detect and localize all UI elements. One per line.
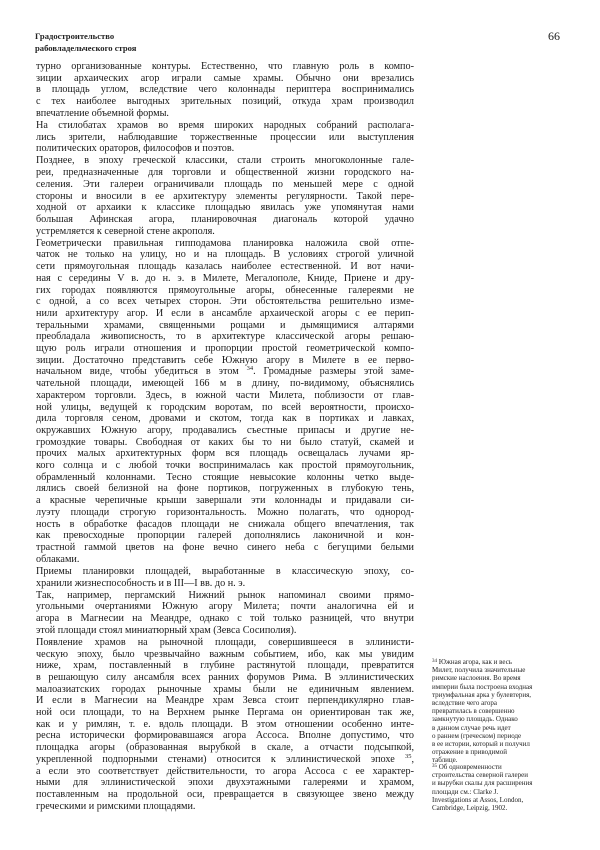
text-line: прочих малых архитектурных форм вся площадь освещалась лучами яр- xyxy=(36,448,414,460)
text-line: площадка агоры (образованная вырубкой в скале, а отчасти подсыпкой, xyxy=(36,742,414,754)
text-line: впечатление объемной формы. xyxy=(36,107,169,119)
text-line: дила торговля сеном, дровами и скотом, тогда как в портиках и лавках, xyxy=(36,413,414,425)
paragraph xyxy=(36,61,414,120)
footnote-line: Investigations at Assos, London, xyxy=(432,795,524,804)
text-line: нили архитектуру агор. И если в ансамбле архаической агоры с ее перип- xyxy=(36,307,414,319)
text-line: агора в Магнесии на Меандре, однако с той только разницей, что внутри xyxy=(36,613,414,624)
text-line: селения. Эти галереи ограничивали площадь по меньшей мере с одной xyxy=(36,178,414,190)
text-line: как превосходные пропорции галерей дополнялись лаконичной и кон- xyxy=(36,530,414,542)
text-line: ресна исторически формировавшаяся агора Ассоса. Вполне допустимо, что xyxy=(36,730,414,742)
text-line: облаками. xyxy=(36,553,80,565)
text-line: ными для эллинистической эпохи двухэтажными галереями и храмом, xyxy=(36,777,414,789)
text-line: чаток не только на улицу, но и на площадь. В условиях строгой уличной xyxy=(36,249,414,261)
text-line: Позднее, в эпоху греческой классики, стали строить многоколонные гале- xyxy=(36,155,414,167)
footnote-ref: 34 xyxy=(246,365,254,373)
text-line: Геометрически правильная гипподамова планировка наложила свой отпе- xyxy=(36,237,414,249)
text-line: обрамленный колоннами. Тесно стоящие невысокие колонны четко выде- xyxy=(36,471,414,483)
text-line: зиции. Достаточно представить себе Южную агору в Милете в ее перво- xyxy=(36,354,414,366)
text-line: а красные черепичные крыши завершали эти колоннады и придавали си- xyxy=(36,495,414,507)
text-line: укрепленной подпорными стенами) относится к эллинистической эпохе $^{35}$, xyxy=(36,752,414,765)
running-header-line-2: рабовладельческого строя xyxy=(35,43,137,53)
text-line: Так, например, пергамский Нижний рынок напоминал своими прямо- xyxy=(36,589,414,601)
footnote-line: превратилась в совершенно xyxy=(432,707,515,716)
text-line: Приемы планировки площадей, выработанные в классическую эпоху, со- xyxy=(36,565,414,577)
paragraph xyxy=(36,155,414,237)
footnote-line: $^{35}$ Об одновременности xyxy=(432,763,502,771)
running-header xyxy=(35,30,136,54)
text-line: зиции архаических агор играли самые храмы. Обычно они врезались xyxy=(36,72,414,84)
text-line: громоздкие товары. Свободная от каких бы то ни было статуй, скамей и xyxy=(36,436,414,448)
text-line: теральными храмами, священными рощами и дымящимися алтарями xyxy=(36,319,414,331)
paragraph xyxy=(36,120,414,155)
text-line: Появление храмов на рыночной площади, совершившееся в эллинисти- xyxy=(36,636,414,648)
paragraph xyxy=(36,637,414,813)
footnote-line: империи была построена входная xyxy=(432,682,533,691)
text-line: в площадь углом, вследствие чего колоннады периптера воспринимались xyxy=(36,84,414,96)
text-line: ной улицы, ведущей к городским воротам, по всей вероятности, происхо- xyxy=(36,401,414,413)
text-line: характером торговли. Здесь, в южной части Милета, поблизости от глав- xyxy=(36,389,414,401)
text-line: луэту площади строгую горизонтальность. Можно полагать, что однород- xyxy=(36,506,414,518)
text-line: с одной, а со всех четырех сторон. Эти обстоятельства решительно изме- xyxy=(36,296,414,308)
text-line: ческую эпоху, было чрезвычайно важным событием, ибо, как мы увидим xyxy=(36,648,414,660)
text-line: сети прямоугольная площадь казалась наиболее естественной. И вот начи- xyxy=(36,261,414,273)
footnote-line: о раннем (греческом) периоде xyxy=(432,731,522,740)
text-line: стороны и вносили в ее архитектуру элементы регулярности. Такой пере- xyxy=(36,190,414,202)
text-line: преобладала живописность, то в архитектуре классической агоры решаю- xyxy=(36,331,414,343)
text-line: ной оси площади, то на Верхнем рынке Пергама он ориентирован так же, xyxy=(36,707,414,719)
text-line: гих городах появляются прямоугольные агоры, обнесенные галереями не xyxy=(36,284,414,296)
text-line: кого солнца и с любой точки воспринималась как простой прямоугольник, xyxy=(36,460,414,472)
footnote-34 xyxy=(432,658,572,765)
text-line: хранили жизнеспособность и в III—I вв. до н. э. xyxy=(36,577,246,589)
footnote-line: в ее истории, который и получил xyxy=(432,740,530,749)
main-text xyxy=(36,61,414,813)
text-line: с тех наиболее выгодных зрительных позиций, откуда храм производил xyxy=(36,96,414,108)
footnote-number: 34 xyxy=(432,659,437,664)
paragraph xyxy=(36,566,414,589)
text-line: ность в обработке фасадов площади не снижала общего впечатления, так xyxy=(36,518,414,530)
text-line: На стилобатах храмов во время широких народных собраний располага- xyxy=(36,119,414,131)
text-line: малоазиатских городах рыночные храмы были не единичным явлением. xyxy=(36,683,414,695)
text-line: греческими и римскими площадями. xyxy=(36,800,196,812)
footnote-ref: 35 xyxy=(404,752,412,760)
text-line: в решающую силу ансамбля всех ранних форумов Рима. В эллинистических xyxy=(36,671,414,683)
footnote-line: таблице. xyxy=(432,756,458,765)
text-line: реи, предназначенные для торговли и общественной жизни городского на- xyxy=(36,167,414,179)
text-line: а если это соответствует действительности, то агора Ассоса с ее характер- xyxy=(36,765,414,777)
text-line: И если в Магнесии на Меандре храм Зевса стоит перпендикулярно глав- xyxy=(36,695,414,707)
footnote-line: в данном случае речь идет xyxy=(432,723,511,732)
paragraph xyxy=(36,238,414,566)
footnote-35 xyxy=(432,763,572,812)
text-line: угольными очертаниями Южную агору Милета; почти аналогична ей и xyxy=(36,601,414,613)
footnote-line: римские наслоения. Во время xyxy=(432,674,521,683)
text-line: поставленным на продольной оси, превращается в связующее звено между xyxy=(36,788,414,800)
footnote-line: $^{34}$ Южная агора, как и весь xyxy=(432,658,512,666)
footnote-line: Cambridge, Leipzig, 1902. xyxy=(432,804,508,813)
paragraph xyxy=(36,590,414,637)
text-line: лялись своей белизной на фоне портиков, погруженных в глубокую тень, xyxy=(36,483,414,495)
footnote-line: и вырубки скалы для расширения xyxy=(432,779,533,788)
footnote-number: 35 xyxy=(432,764,437,769)
running-header-line-1: Градостроительство xyxy=(35,31,115,41)
footnote-line: Милет, получила значительные xyxy=(432,666,526,675)
text-line: ниже, храм, поставленный в глубине растянутой площади, превратится xyxy=(36,660,414,672)
text-line: ходной от архаики к классике площадью явилась уже упомянутая нами xyxy=(36,202,414,214)
text-line: большая Афинская агора, планировочная диагональ которой удачно xyxy=(36,213,414,225)
footnote-line: строительства северной галереи xyxy=(432,771,528,780)
text-line: лись зрители, наблюдавшие торжественные процессии или выступления xyxy=(36,131,414,143)
page-number: 66 xyxy=(548,29,560,43)
footnote-line: триумфальная арка у булевтерия, xyxy=(432,690,532,699)
text-line: устремляется к северной стене акрополя. xyxy=(36,225,215,237)
text-line: как и у римлян, т. е. вдоль площади. В этом отношении особенно инте- xyxy=(36,718,414,730)
footnote-line: вследствие чего агора xyxy=(432,699,497,708)
text-line: чательной площади, имеющей 166 м в длину, по-видимому, объяснялись xyxy=(36,378,414,390)
footnote-line: площади см.: Clarke J. xyxy=(432,787,499,796)
footnote-line: замкнутую площадь. Однако xyxy=(432,715,518,724)
text-line: начальном виде, чтобы убедиться в этом $^{34}$. Громадные размеры этой заме- xyxy=(36,365,414,378)
footnote-line: отражение в приводимой xyxy=(432,748,507,757)
text-line: щую роль играли отношения и пропорции простой геометрической компо- xyxy=(36,343,414,355)
text-line: политических ораторов, философов и поэтов. xyxy=(36,143,235,155)
text-line: окружавших Южную агору, продавались съестные припасы и другие не- xyxy=(36,424,414,436)
text-line: трастной гаммой цветов на фоне вечно синего неба с бегущими белыми xyxy=(36,542,414,553)
text-line: ная с середины V в. до н. э. в Милете, Мегалополе, Книде, Приене и дру- xyxy=(36,272,414,284)
text-line: этой площади стоял миниатюрный храм (Зевса Сосиполия). xyxy=(36,624,297,636)
text-line: турно организованные контуры. Естественно, что главную роль в компо- xyxy=(36,61,414,72)
